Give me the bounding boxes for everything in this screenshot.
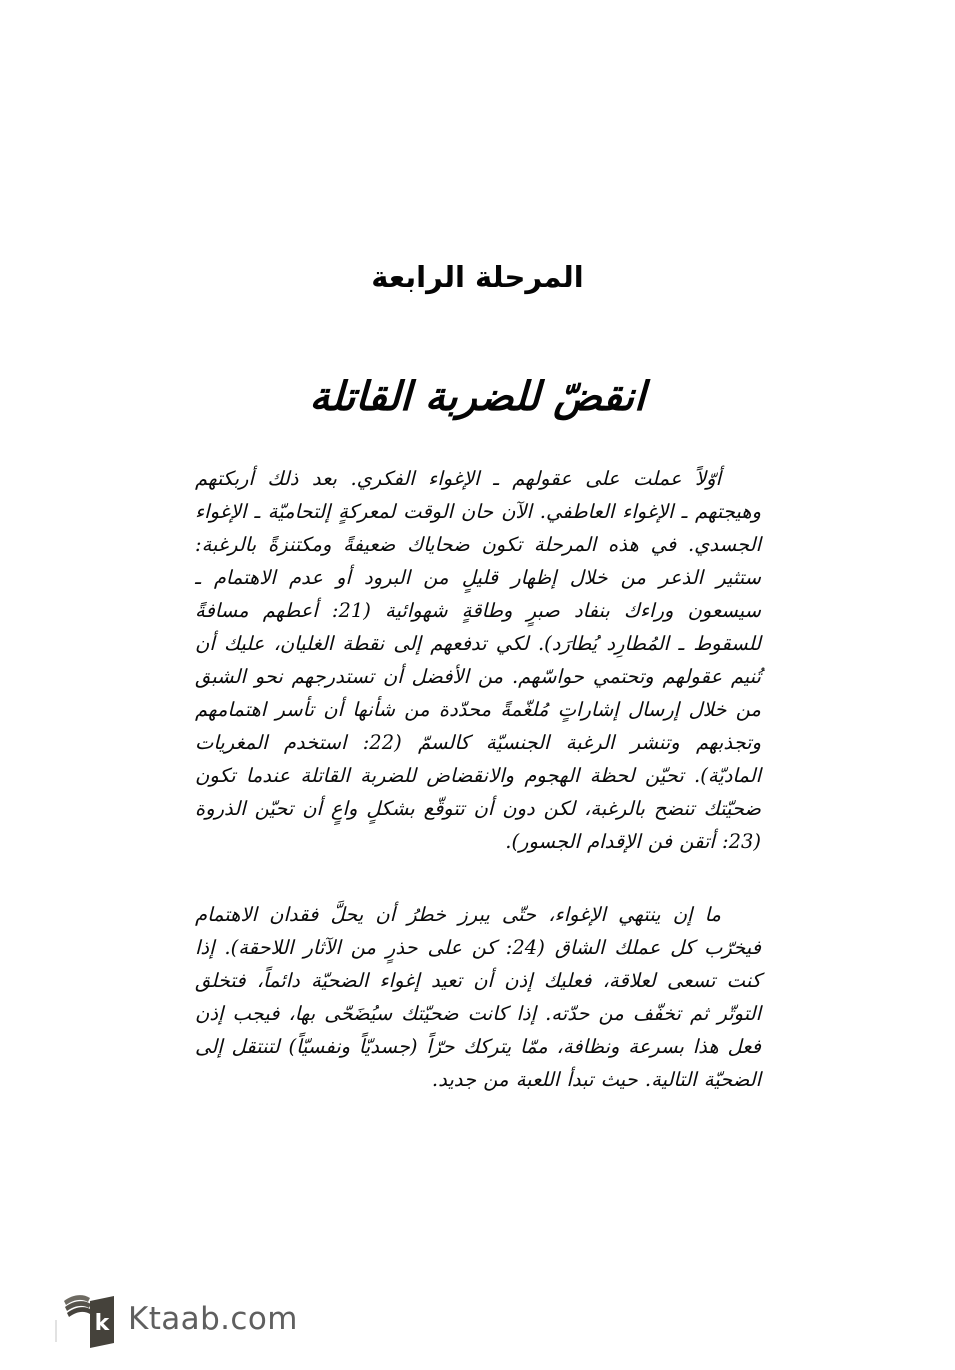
footer-brand-watermark (62, 1288, 298, 1350)
scan-edge-artifact (55, 1320, 57, 1342)
brand-name-text: Ktaab.com (128, 1300, 298, 1337)
body-paragraph-one: أوّلاً عملت على عقولهم ـ الإغواء الفكري. بعد ذلك أربكتهم وهيجتهم ـ الإغواء العاطفي. الآن حان الوقت لمعركةٍ إلتحاميّة ـ الإغواء الجسدي. في هذه المرحلة تكون ضحاياك ضعيفةً ومكتنزةً بالرغبة: ستثير الذعر من خلال إظهار قليلٍ من البرود أو عدم الاهتمام ـ سيسعون وراءك بنفاد صبرٍ وطاقةٍ شهوائية (21: أعطهم مسافةً للسقوط ـ المُطارِد يُطارَد). لكي تدفعهم إلى نقطة الغليان، عليك أن تُنيم عقولهم وتحتمي حواسّهم. من الأفضل أن تستدرجهم نحو الشبق من خلال إرسال إشاراتٍ مُلغّمةً محدّدة من شأنها أن تأسر اهتمامهم وتجذبهم وتنشر الرغبة الجنسيّة كالسمّ (22: استخدم المغريات الماديّة). تحيّن لحظة الهجوم والانقضاض للضربة القاتلة عندما تكون ضحيّتك تنضح بالرغبة، لكن دون أن تتوقّع بشكلٍ واعٍ أن تحيّن الذروة (23: أتقن فن الإقدام الجسور). (195, 467, 762, 853)
chapter-title: انقضّ للضربة القاتلة (308, 374, 647, 421)
open-book-icon (62, 1288, 118, 1350)
svg-text:k: k (94, 1311, 110, 1336)
body-paragraph-one-container (195, 462, 761, 858)
stage-title: المرحلة الرابعة (371, 260, 584, 295)
body-paragraph-two-container (195, 898, 761, 1096)
body-paragraph-two: ما إن ينتهي الإغواء، حتّى يبرز خطرُ أن يحلَّ فقدان الاهتمام فيخرّب كل عملك الشاق (24: كن على حذرٍ من الآثار اللاحقة). إذا كنت تسعى لعلاقة، فعليك إذن أن تعيد إغواء الضحيّة دائماً، فتخلق التوتّر ثم تخفّف من حدّته. إذا كانت ضحيّتك سيُضَحّى بها، فيجب إذن فعل هذا بسرعة ونظافة، ممّا يتركك حرّاً (جسديّاً ونفسيّاً) لتنتقل إلى الضحيّة التالية. حيث تبدأ اللعبة من جديد. (195, 903, 761, 1091)
